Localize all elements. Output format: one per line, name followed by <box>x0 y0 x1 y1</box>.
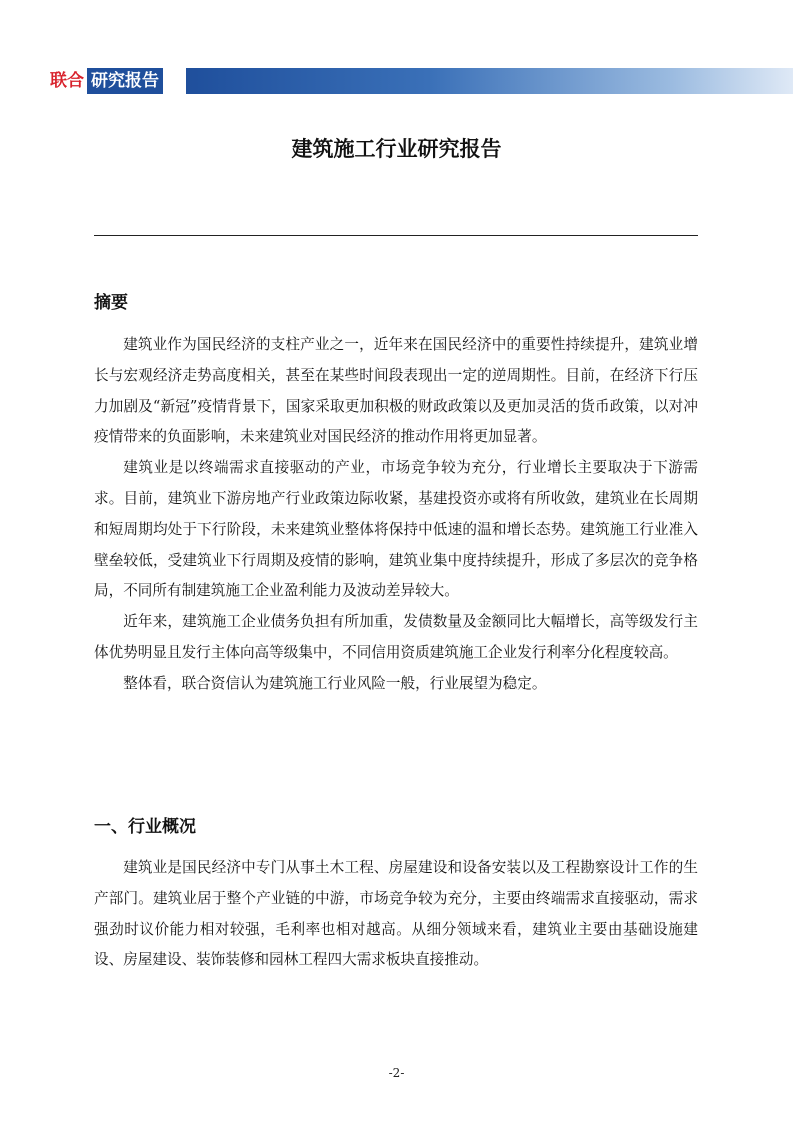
section1-body <box>94 853 698 976</box>
abstract-heading: 摘要 <box>94 293 128 313</box>
report-header <box>50 68 793 94</box>
abstract-body <box>94 330 698 700</box>
abstract-paragraph-3: 近年来，建筑施工企业债务负担有所加重，发债数量及金额同比大幅增长，高等级发行主体优势明显且发行主体向高等级集中，不同信用资质建筑施工企业发行利率分化程度较高。 <box>94 613 698 661</box>
section1-heading: 一、行业概况 <box>94 817 196 837</box>
page-title: 建筑施工行业研究报告 <box>291 137 502 161</box>
page-number: -2- <box>388 1066 405 1080</box>
abstract-paragraph-1: 建筑业作为国民经济的支柱产业之一，近年来在国民经济中的重要性持续提升，建筑业增长与宏观经济走势高度相关，甚至在某些时间段表现出一定的逆周期性。目前，在经济下行压力加剧及“新冠”疫情背景下，国家采取更加积极的财政政策以及更加灵活的货币政策，以对冲疫情带来的负面影响，未来建筑业对国民经济的推动作用将更加显著。 <box>94 336 698 446</box>
brand-name: 联合 <box>50 71 84 91</box>
section1-paragraph-1: 建筑业是国民经济中专门从事土木工程、房屋建设和设备安装以及工程勘察设计工作的生产部门。建筑业居于整个产业链的中游，市场竞争较为充分，主要由终端需求直接驱动，需求强劲时议价能力相对较强，毛利率也相对越高。从细分领域来看，建筑业主要由基础设施建设、房屋建设、装饰装修和园林工程四大需求板块直接推动。 <box>94 859 698 969</box>
abstract-paragraph-2: 建筑业是以终端需求直接驱动的产业，市场竞争较为充分，行业增长主要取决于下游需求。目前，建筑业下游房地产行业政策边际收紧，基建投资亦或将有所收敛，建筑业在长周期和短周期均处于下行阶段，未来建筑业整体将保持中低速的温和增长态势。建筑施工行业准入壁垒较低，受建筑业下行周期及疫情的影响，建筑业集中度持续提升，形成了多层次的竞争格局，不同所有制建筑施工企业盈利能力及波动差异较大。 <box>94 459 698 600</box>
brand-label: 研究报告 <box>87 68 163 94</box>
abstract-paragraph-4: 整体看，联合资信认为建筑施工行业风险一般，行业展望为稳定。 <box>123 674 547 692</box>
title-divider <box>94 235 698 236</box>
